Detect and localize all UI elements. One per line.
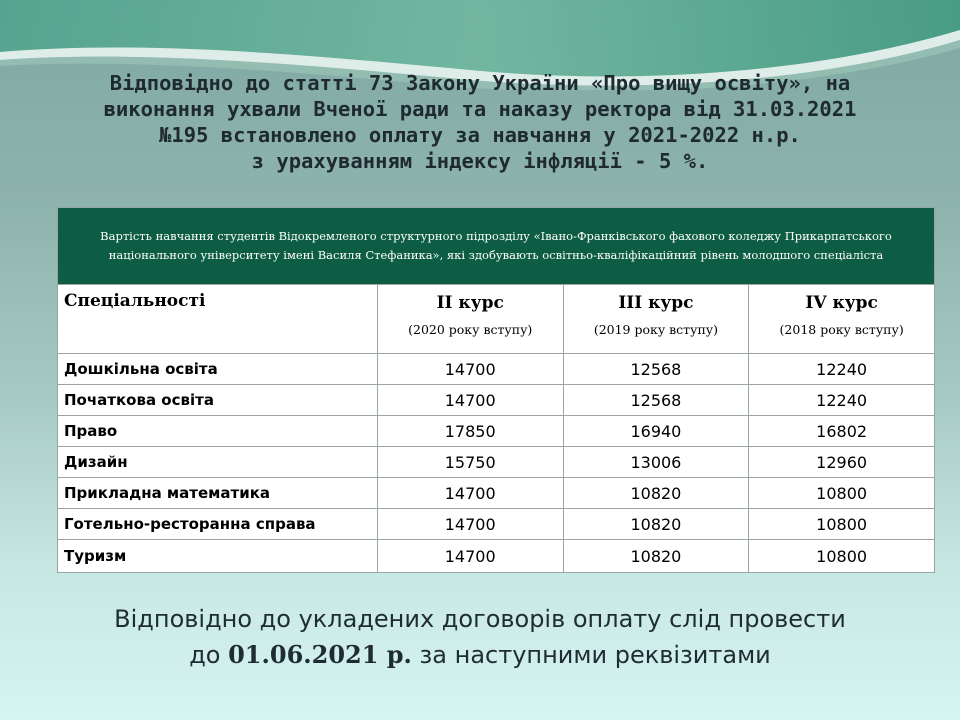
table-row: [58, 478, 935, 509]
fee-cell: 10800: [749, 478, 935, 509]
course-name: ІІІ курс: [618, 293, 694, 313]
fee-cell: 12240: [749, 354, 935, 385]
heading-line-3: №195 встановлено оплату за навчання у 2021-2022 н.р.: [159, 123, 801, 147]
tuition-table: [57, 207, 935, 573]
fee-cell: 14700: [377, 385, 563, 416]
payment-note: [40, 601, 920, 673]
fee-cell: 14700: [377, 509, 563, 540]
fee-cell: 12568: [563, 354, 749, 385]
table-row: [58, 354, 935, 385]
fee-cell: 12240: [749, 385, 935, 416]
header-course-4: [749, 285, 935, 354]
specialty-name: Право: [58, 416, 378, 447]
header-specialty: Спеціальності: [58, 285, 378, 354]
specialty-name: Прикладна математика: [58, 478, 378, 509]
heading-line-4: з урахуванням індексу інфляції - 5 %.: [251, 149, 709, 173]
course-name: ІІ курс: [436, 293, 504, 313]
note-line-2: [40, 637, 920, 673]
fee-cell: 10820: [563, 509, 749, 540]
course-note: (2020 року вступу): [408, 322, 533, 337]
heading-line-1: Відповідно до статті 73 Закону України «Про вищу освіту», на: [109, 71, 851, 95]
fee-cell: 14700: [377, 478, 563, 509]
fee-cell: 17850: [377, 416, 563, 447]
payment-deadline-date: 01.06.2021 р.: [228, 640, 412, 669]
specialty-name: Дошкільна освіта: [58, 354, 378, 385]
note-prefix: до: [189, 641, 229, 669]
note-line-1: Відповідно до укладених договорів оплату слід провести: [114, 605, 846, 633]
table-caption: Вартість навчання студентів Відокремленого структурного підрозділу «Івано-Франківського фахового коледжу Прикарпатського національного університету імені Василя Стефаника», які здобувають освітньо-кваліфікаційний рівень молодшого спеціаліста: [58, 208, 935, 285]
fee-cell: 12568: [563, 385, 749, 416]
table-row: [58, 540, 935, 573]
fee-cell: 10800: [749, 509, 935, 540]
specialty-name: Початкова освіта: [58, 385, 378, 416]
course-name: ІV курс: [805, 293, 878, 313]
course-note: (2018 року вступу): [779, 322, 904, 337]
fee-cell: 15750: [377, 447, 563, 478]
header-course-3: [563, 285, 749, 354]
table-row: [58, 385, 935, 416]
fee-cell: 16802: [749, 416, 935, 447]
page-heading: [40, 70, 920, 174]
header-course-2: [377, 285, 563, 354]
table-header-row: [58, 285, 935, 354]
fee-cell: 14700: [377, 354, 563, 385]
specialty-name: Дизайн: [58, 447, 378, 478]
fee-cell: 10820: [563, 540, 749, 573]
fee-cell: 10820: [563, 478, 749, 509]
fee-cell: 10800: [749, 540, 935, 573]
table-row: [58, 509, 935, 540]
note-suffix: за наступними реквізитами: [411, 641, 771, 669]
specialty-name: Готельно-ресторанна справа: [58, 509, 378, 540]
specialty-name: Туризм: [58, 540, 378, 573]
fee-cell: 12960: [749, 447, 935, 478]
table-row: [58, 416, 935, 447]
course-note: (2019 року вступу): [593, 322, 719, 337]
heading-line-2: виконання ухвали Вченої ради та наказу ректора від 31.03.2021: [103, 97, 857, 121]
fee-cell: 16940: [563, 416, 749, 447]
fee-cell: 14700: [377, 540, 563, 573]
table-row: [58, 447, 935, 478]
fee-cell: 13006: [563, 447, 749, 478]
